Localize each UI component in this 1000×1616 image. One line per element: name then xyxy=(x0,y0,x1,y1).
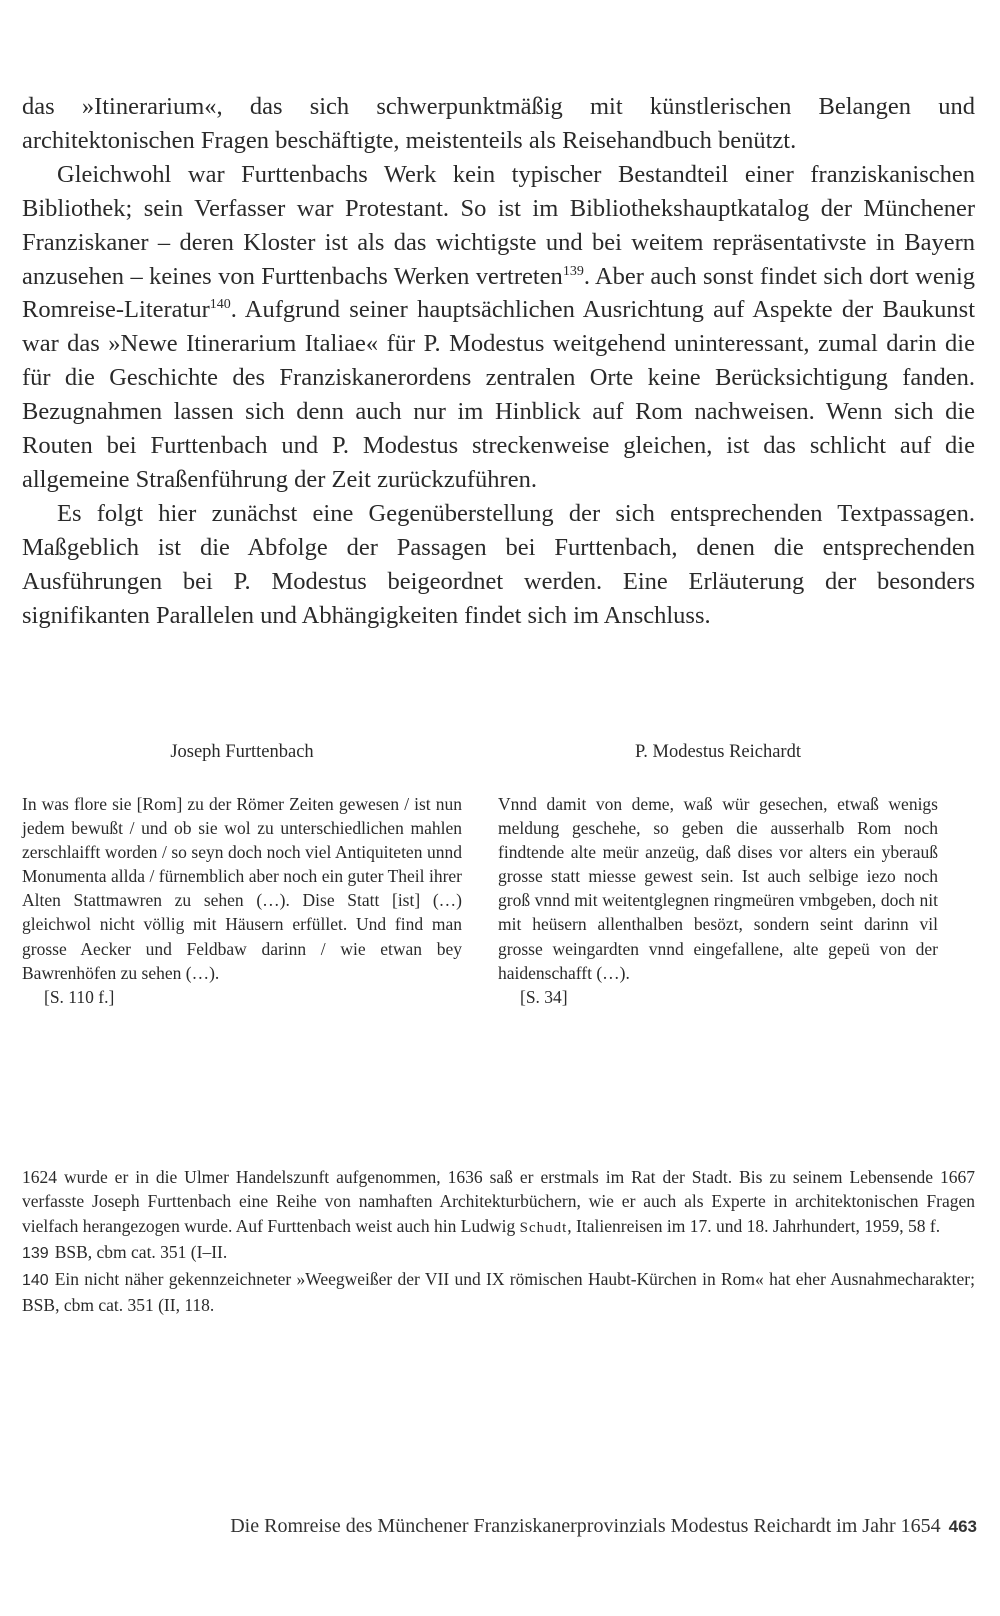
footnote-139 xyxy=(22,1240,975,1266)
author-name-smallcaps: Schudt xyxy=(519,1219,568,1236)
footnotes xyxy=(22,1165,975,1317)
column-heading-reichardt: P. Modestus Reichardt xyxy=(635,742,801,762)
paragraph-2-part-a: Gleichwohl war Furttenbachs Werk kein typischer Bestandteil einer franziskanischen Bibliothek; sein Verfasser war Protestant. So ist im Bibliothekshauptkatalog der Münchener Franziskaner – deren Kloster ist als das wichtigste und bei weitem repräsentativste in Bayern anzusehen – keines von Furttenbachs Werken vertreten xyxy=(22,160,975,290)
footnote-number: 139 xyxy=(22,1245,49,1263)
paragraph-2-part-c: . Aufgrund seiner hauptsächlichen Ausrichtung auf Aspekte der Baukunst war das »Newe Itinerarium Italiae« für P. Modestus weitgehend uninteressant, zumal darin die für die Geschichte des Franziskanerordens zentralen Orte keine Berücksichtigung fanden. Bezugnahmen lassen sich denn auch nur im Hinblick auf Rom nachweisen. Wenn sich die Routen bei Furttenbach und P. Modestus streckenweise gleichen, ist das schlicht auf die allgemeine Straßenführung der Zeit zurückzuführen. xyxy=(22,296,975,493)
quote-furttenbach: In was flore sie [Rom] zu der Römer Zeiten gewesen / ist nun jedem bewußt / und ob sie wol zu unterschiedlichen mahlen zerschlaifft worden / so seyn doch noch viel Antiquiteten unnd Monumenta allda / fürnemblich aber noch ein guter Theil ihrer Alten Stattmawren zu sehen (…). Dise Statt [ist] (…) gleichwol nicht völlig mit Häusern erfüllet. Und find man grosse Aecker und Feldbaw darinn / wie etwan bey Bawrenhöfen zu sehen (…). xyxy=(22,794,462,983)
footnote-140 xyxy=(22,1267,975,1318)
footnote-text: BSB, cbm cat. 351 (I–II. xyxy=(54,1242,228,1263)
comparison-column-reichardt xyxy=(498,740,938,1009)
body-text xyxy=(22,90,975,633)
paragraph-1: das »Itinerarium«, das sich schwerpunktmäßig mit künstlerischen Belangen und architektonischen Fragen beschäftigte, meistenteils als Reisehandbuch benützt. xyxy=(22,93,975,154)
running-title: Die Romreise des Münchener Franziskanerprovinzials Modestus Reichardt im Jahr 1654 xyxy=(230,1515,941,1537)
paragraph-2-part-b: . Aber auch sonst findet sich dort wenig Romreise-Literatur xyxy=(22,262,975,324)
footnote-text: Ein nicht näher gekennzeichneter »Weegweißer der VII und IX römischen Haubt-Kürchen in Rom« hat eher Ausnahmecharakter; BSB, cbm cat. 351 (II, 118. xyxy=(22,1268,975,1316)
quote-reichardt: Vnnd damit von deme, waß wür gesechen, etwaß wenigs meldung geschehe, so geben die ausserhalb Rom noch findtende alte meür anzeüg, daß dises vor alters ein yberauß grosse statt miesse gewest sein. Ist auch selbige iezo noch groß vnnd mit weitentglegnen ringmeüren vmbgeben, doch nit mit heüsern allenthalben besözt, sondern seint darinn vil grosse weingardten vnnd eingefallene, alte gepeü von der haidenschafft (…). xyxy=(498,794,938,983)
footnote-continuation-end: , Italienreisen im 17. und 18. Jahrhundert, 1959, 58 f. xyxy=(567,1215,941,1236)
page-number: 463 xyxy=(948,1517,977,1536)
paragraph-2 xyxy=(22,158,975,497)
footnote-number: 140 xyxy=(22,1271,49,1289)
footnote-continuation-text: 1624 wurde er in die Ulmer Handelszunft aufgenommen, 1636 saß er erstmals im Rat der Stadt. Bis zu seinem Lebensende 1667 verfasste Joseph Furttenbach eine Reihe von namhaften Architekturbüchern, wie er auch als Experte in architektonischen Fragen vielfach herangezogen wurde. Auf Furttenbach weist auch hin Ludwig xyxy=(22,1167,975,1236)
document-page xyxy=(22,0,975,1616)
page-reference-reichardt: [S. 34] xyxy=(520,986,568,1007)
page-reference-furttenbach: [S. 110 f.] xyxy=(44,986,115,1007)
comparison-column-furttenbach xyxy=(22,740,462,1009)
footnote-continuation xyxy=(22,1165,975,1240)
page-footer xyxy=(22,1512,977,1541)
paragraph-3: Es folgt hier zunächst eine Gegenüberstellung der sich entsprechenden Textpassagen. Maßgeblich ist die Abfolge der Passagen bei Furttenbach, denen die entsprechenden Ausführungen bei P. Modestus beigeordnet werden. Eine Erläuterung der besonders signifikanten Parallelen und Abhängigkeiten findet sich im Anschluss. xyxy=(22,499,975,629)
column-heading-furttenbach: Joseph Furttenbach xyxy=(170,742,314,762)
footnote-ref-140[interactable]: 140 xyxy=(209,297,231,313)
footnote-ref-139[interactable]: 139 xyxy=(562,263,584,279)
